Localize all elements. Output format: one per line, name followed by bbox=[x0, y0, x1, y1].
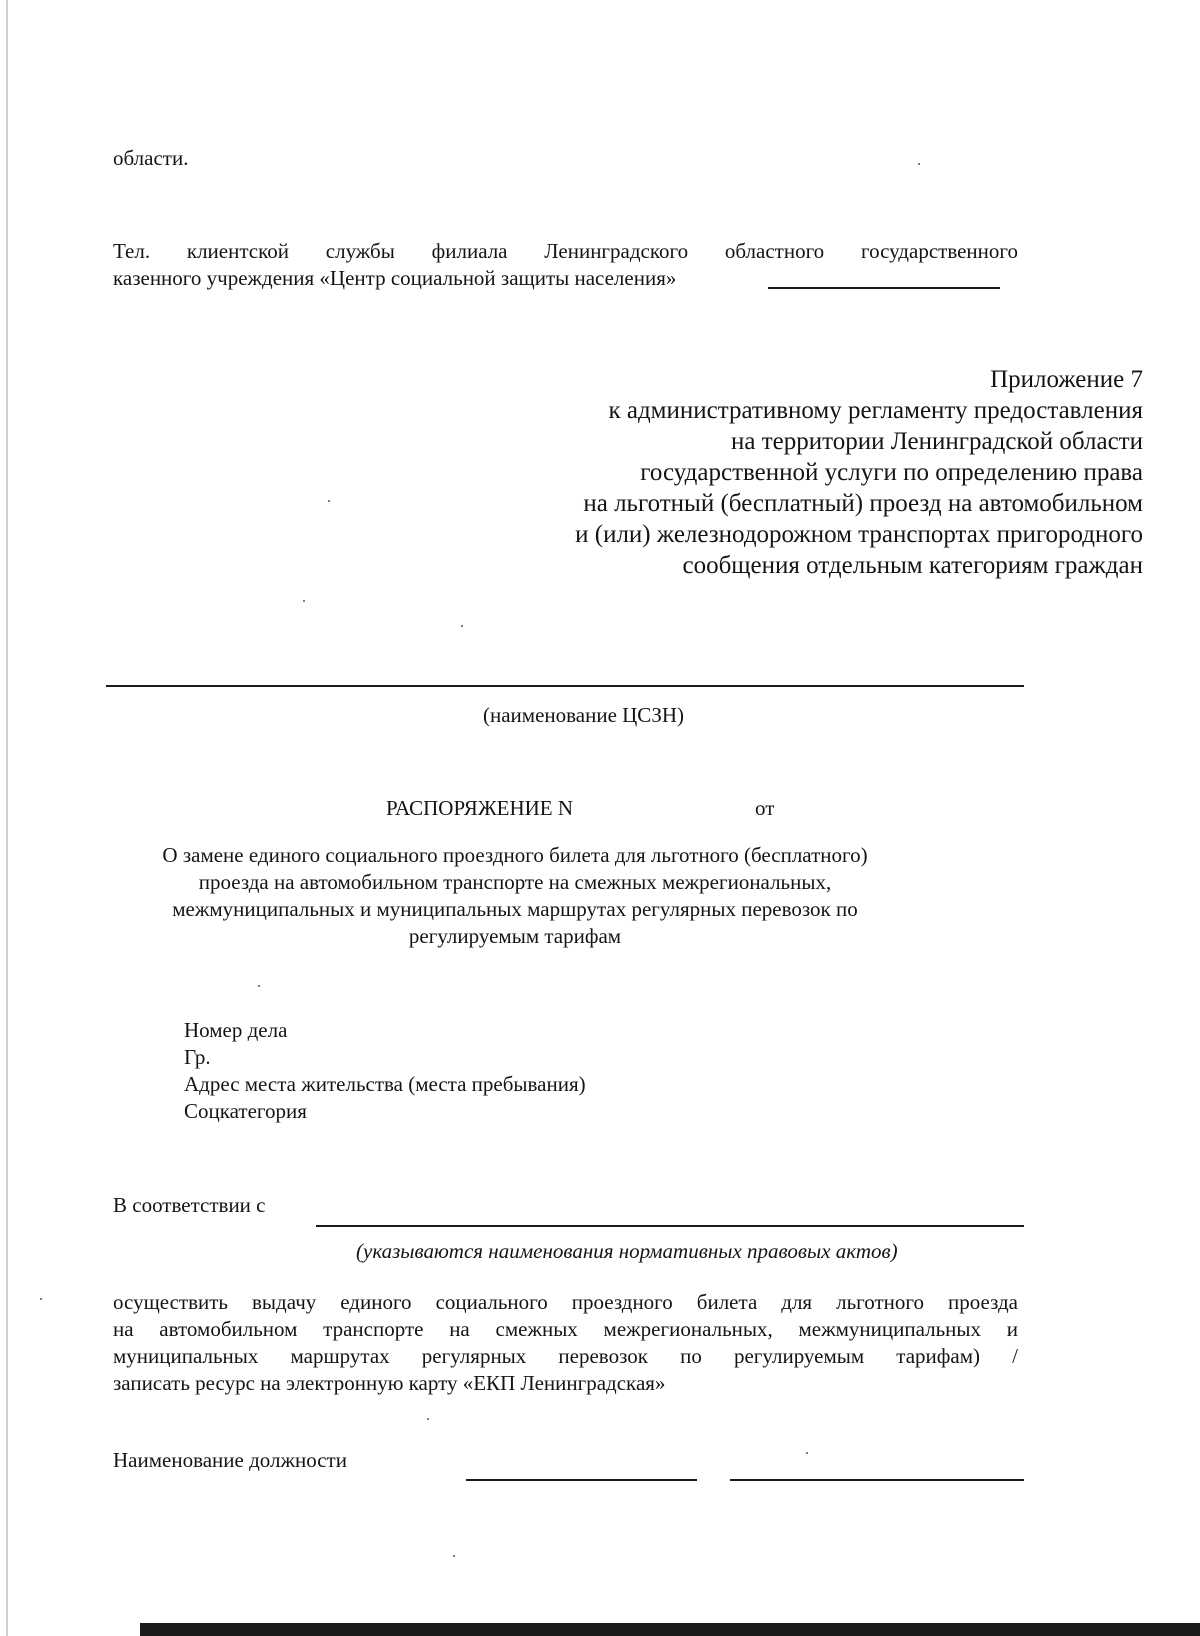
decision-line: записать ресурс на электронную карту «ЕКП Ленинградская» bbox=[113, 1371, 666, 1395]
basis-caption: (указываются наименования нормативных правовых актов) bbox=[356, 1239, 898, 1263]
field-citizen: Гр. bbox=[184, 1045, 211, 1069]
order-date-word: от bbox=[755, 796, 775, 820]
order-subject-line: О замене единого социального проездного билета для льготного (бесплатного) bbox=[162, 843, 868, 867]
appendix-line: на территории Ленинградской области bbox=[731, 428, 1143, 455]
top-fragment: области. bbox=[113, 146, 189, 170]
signature-line bbox=[466, 1479, 697, 1481]
org-name-line bbox=[106, 685, 1024, 687]
appendix-line: на льготный (бесплатный) проезд на автомобильном bbox=[583, 490, 1143, 517]
order-subject bbox=[130, 842, 900, 950]
order-subject-line: межмуниципальных и муниципальных маршрутах регулярных перевозок по bbox=[172, 897, 858, 921]
scan-speck bbox=[806, 1452, 808, 1454]
scan-speck bbox=[918, 163, 920, 165]
phone-blank-line bbox=[768, 287, 1000, 289]
scan-speck bbox=[258, 985, 260, 987]
basis-label: В соответствии с bbox=[113, 1193, 266, 1217]
field-case-number: Номер дела bbox=[184, 1018, 288, 1042]
scan-speck bbox=[328, 500, 330, 502]
field-address: Адрес места жительства (места пребывания) bbox=[184, 1072, 586, 1096]
phone-line-2: казенного учреждения «Центр социальной защиты населения» bbox=[113, 266, 677, 290]
scan-edge-left bbox=[6, 0, 8, 1636]
appendix-line: к административному регламенту предоставления bbox=[608, 397, 1143, 424]
scan-edge-bottom bbox=[140, 1623, 1200, 1636]
decision-line: осуществить выдачу единого социального проездного билета для льготного проезда bbox=[113, 1290, 1018, 1314]
order-heading: РАСПОРЯЖЕНИЕ N bbox=[386, 796, 574, 820]
org-name-caption: (наименование ЦСЗН) bbox=[483, 703, 684, 727]
order-subject-line: проезда на автомобильном транспорте на смежных межрегиональных, bbox=[198, 870, 832, 894]
decision-line: на автомобильном транспорте на смежных межрегиональных, межмуниципальных и bbox=[113, 1317, 1018, 1341]
order-subject-line: регулируемым тарифам bbox=[408, 924, 622, 948]
scan-speck bbox=[427, 1418, 429, 1420]
scan-speck bbox=[461, 625, 463, 627]
signature-name-line bbox=[730, 1479, 1024, 1481]
signature-position-label: Наименование должности bbox=[113, 1448, 347, 1472]
basis-blank-line bbox=[316, 1225, 1024, 1227]
appendix-line: государственной услуги по определению права bbox=[640, 459, 1143, 486]
decision-line: муниципальных маршрутах регулярных перевозок по регулируемым тарифам) / bbox=[113, 1344, 1018, 1368]
scan-speck bbox=[453, 1555, 455, 1557]
appendix-block bbox=[503, 364, 1143, 581]
scan-speck bbox=[303, 600, 305, 602]
scan-speck bbox=[40, 1298, 42, 1300]
field-social-category: Соцкатегория bbox=[184, 1099, 307, 1123]
appendix-line: сообщения отдельным категориям граждан bbox=[682, 552, 1143, 579]
appendix-title: Приложение 7 bbox=[990, 366, 1143, 393]
appendix-line: и (или) железнодорожном транспортах пригородного bbox=[575, 521, 1143, 548]
phone-line-1: Тел. клиентской службы филиала Ленинградского областного государственного bbox=[113, 239, 1018, 263]
